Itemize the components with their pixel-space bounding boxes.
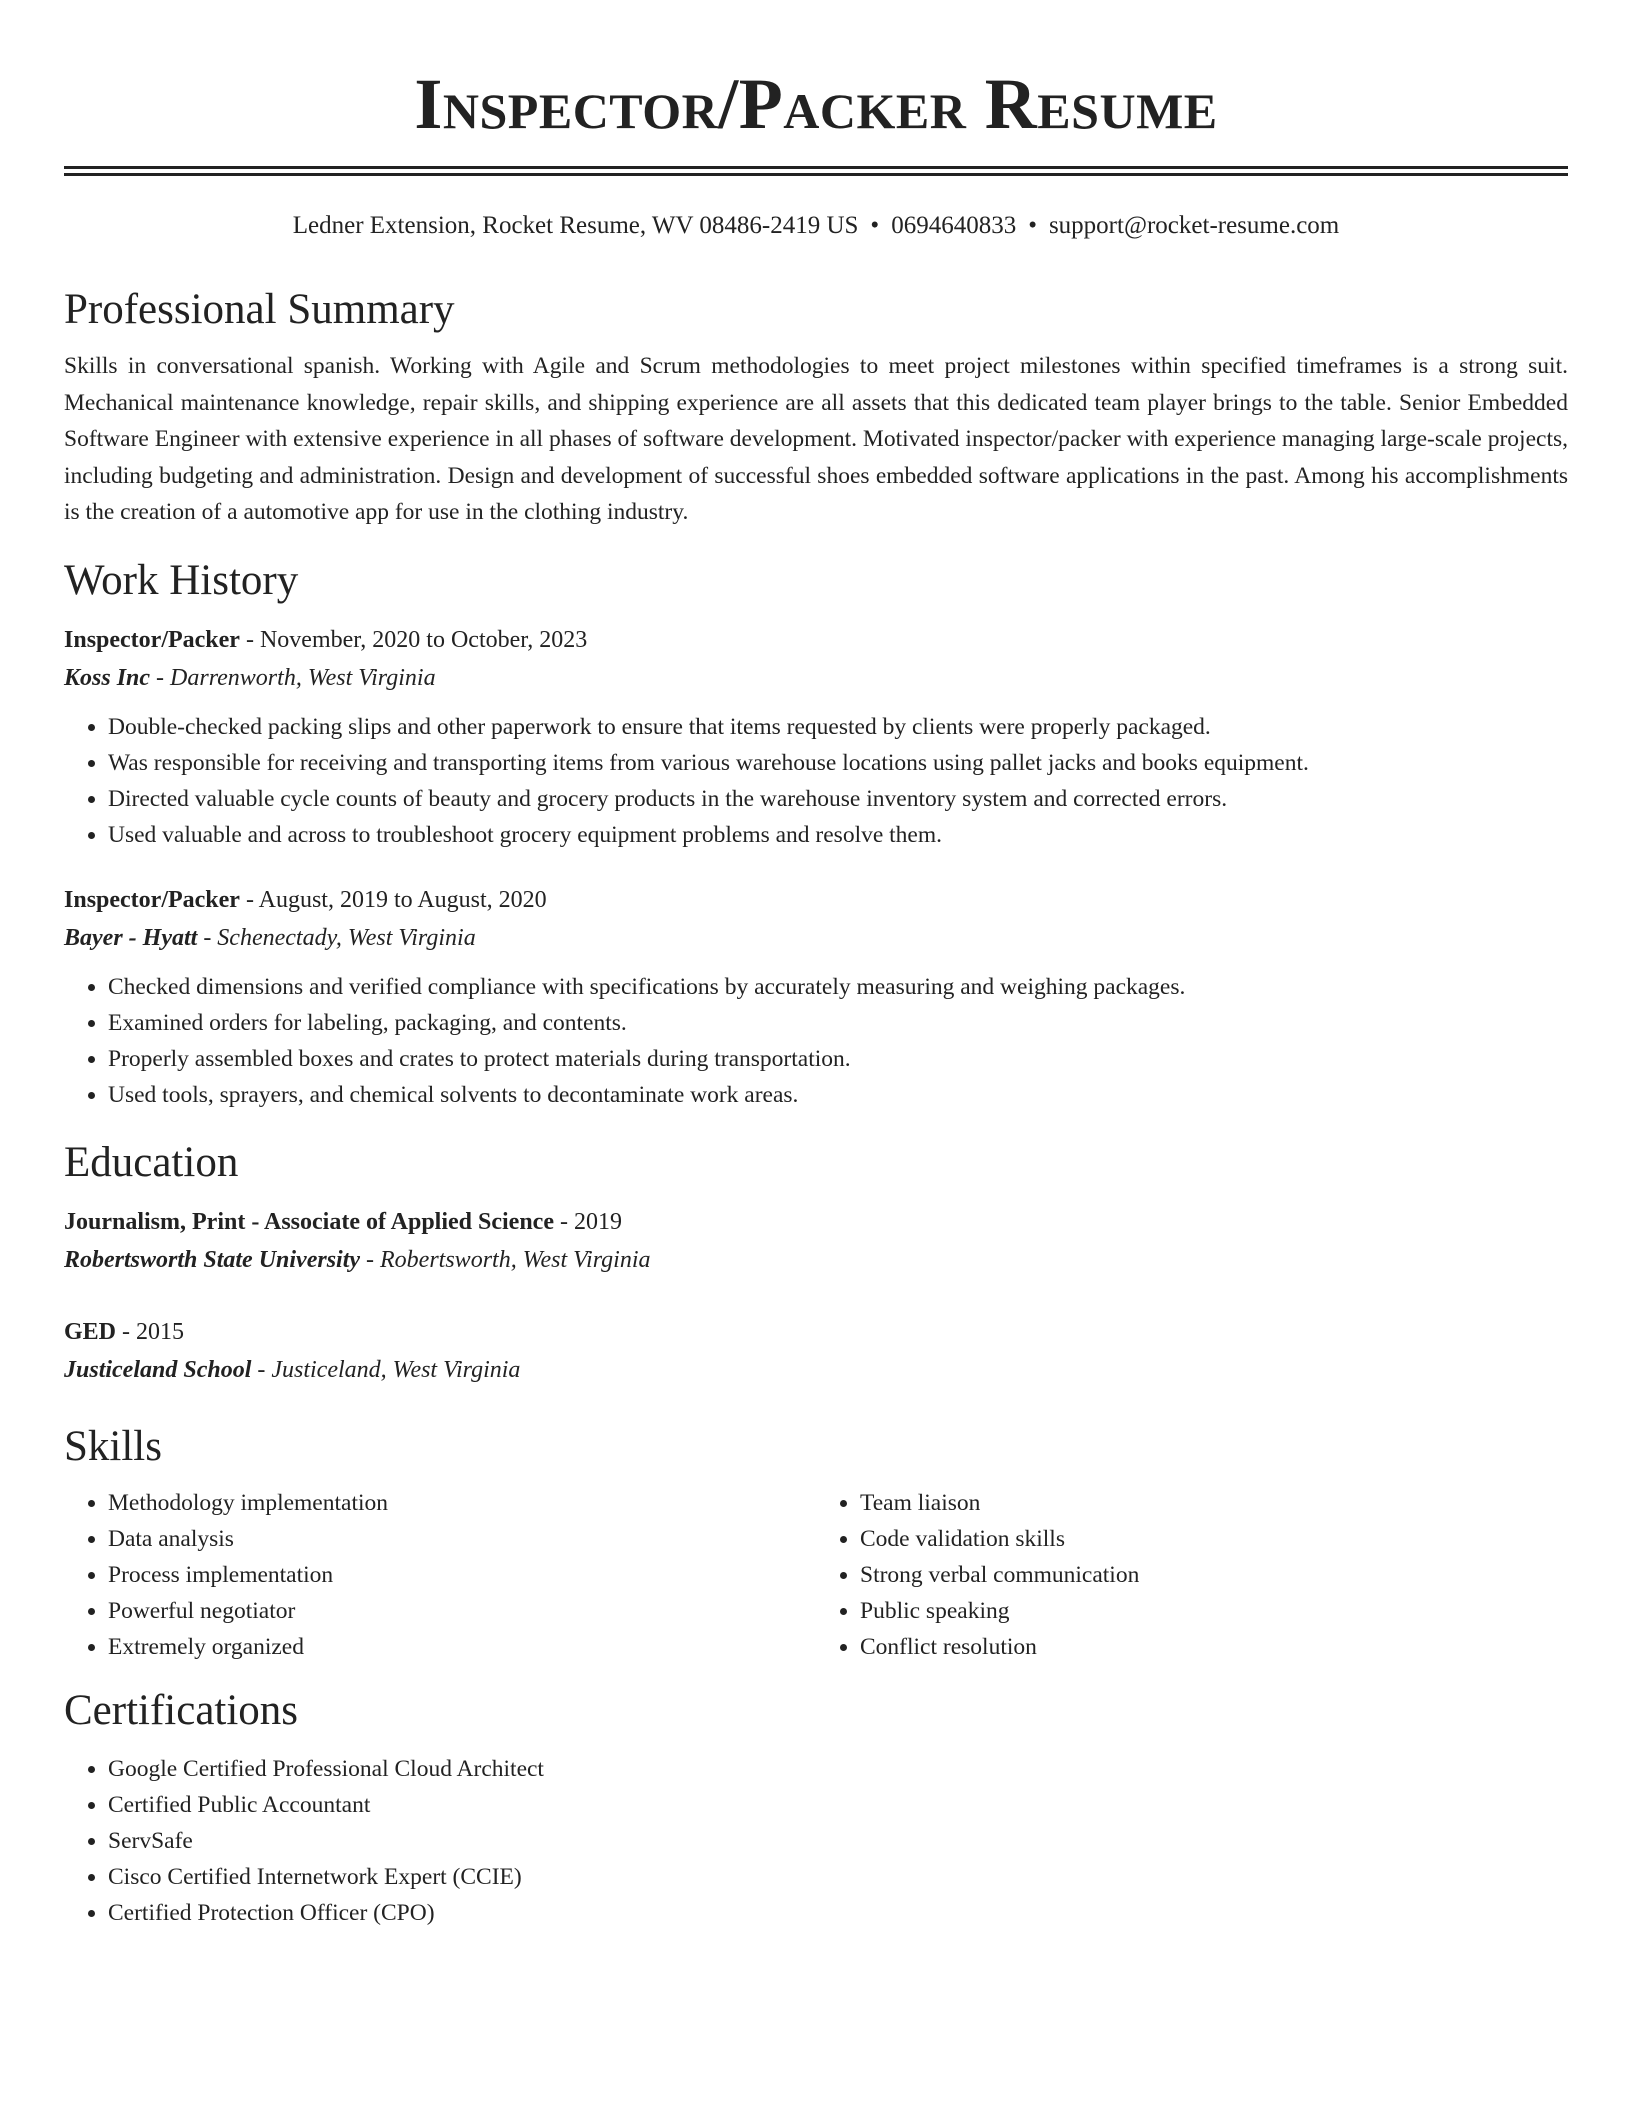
education-school-line <box>64 1351 1568 1389</box>
skill-item: • Conflict resolution <box>860 1629 1568 1665</box>
skills-grid <box>64 1485 1568 1665</box>
resume-page <box>64 0 1568 1931</box>
summary-heading: Professional Summary <box>64 286 455 333</box>
job-title-line <box>64 881 1568 919</box>
job-location: - Schenectady, West Virginia <box>197 924 476 951</box>
education-location: - Justiceland, West Virginia <box>251 1356 521 1383</box>
education-entry <box>64 1203 1568 1279</box>
education-degree: Journalism, Print - Associate of Applied Science <box>64 1208 554 1235</box>
job-company-line <box>64 919 1568 957</box>
job-bullet: • Checked dimensions and verified compliance with specifications by accurately measuring and weighing packages. <box>108 969 1568 1005</box>
certification-item: • Certified Protection Officer (CPO) <box>108 1895 1568 1931</box>
education-school: Justiceland School <box>64 1356 252 1383</box>
page-title: Inspector/Packer Resume <box>414 64 1218 144</box>
skill-item: • Process implementation <box>108 1557 816 1593</box>
contact-separator: • <box>870 212 880 239</box>
contact-phone: 0694640833 <box>891 212 1017 239</box>
education-year: - 2015 <box>116 1318 185 1345</box>
job-company: Koss Inc <box>64 664 151 691</box>
skill-item: • Team liaison <box>860 1485 1568 1521</box>
education-degree-line <box>64 1203 1568 1241</box>
job-entry <box>64 621 1568 853</box>
skill-item: • Extremely organized <box>108 1629 816 1665</box>
job-role: Inspector/Packer <box>64 626 240 653</box>
certification-item: • ServSafe <box>108 1823 1568 1859</box>
education-school-line <box>64 1241 1568 1279</box>
job-bullet: • Directed valuable cycle counts of beauty and grocery products in the warehouse inventory system and corrected errors. <box>108 781 1568 817</box>
job-bullet: • Used tools, sprayers, and chemical solvents to decontaminate work areas. <box>108 1077 1568 1113</box>
job-bullet: • Examined orders for labeling, packaging, and contents. <box>108 1005 1568 1041</box>
skill-item: • Public speaking <box>860 1593 1568 1629</box>
skills-left-column <box>64 1485 816 1665</box>
contact-address: Ledner Extension, Rocket Resume, WV 08486-2419 US <box>292 212 859 239</box>
education-school: Robertsworth State University <box>64 1246 361 1273</box>
job-company: Bayer - Hyatt <box>64 924 198 951</box>
skill-item: • Data analysis <box>108 1521 816 1557</box>
job-entry <box>64 881 1568 1113</box>
job-dates: - November, 2020 to October, 2023 <box>239 626 588 653</box>
education-entry <box>64 1313 1568 1389</box>
education-year: - 2019 <box>553 1208 622 1235</box>
skill-item: • Powerful negotiator <box>108 1593 816 1629</box>
title-divider <box>64 166 1568 176</box>
education-degree-line <box>64 1313 1568 1351</box>
job-location: - Darrenworth, West Virginia <box>150 664 436 691</box>
job-bullets <box>64 969 1568 1113</box>
job-dates: - August, 2019 to August, 2020 <box>239 886 547 913</box>
summary-text: Skills in conversational spanish. Working with Agile and Scrum methodologies to meet project milestones within specified timeframes is a strong suit. Mechanical maintenance knowledge, repair skills, and shipping experience are all assets that this dedicated team player brings to the table. Senior Embedded Software Engineer with extensive experience in all phases of software development. Motivated inspector/packer with experience managing large-scale projects, including budgeting and administration. Design and development of successful shoes embedded software applications in the past. Among his accomplishments is the creation of a automotive app for use in the clothing industry. <box>64 353 1568 526</box>
skill-item: • Code validation skills <box>860 1521 1568 1557</box>
job-bullet: • Used valuable and across to troubleshoot grocery equipment problems and resolve them. <box>108 817 1568 853</box>
job-bullet: • Properly assembled boxes and crates to protect materials during transportation. <box>108 1041 1568 1077</box>
certifications-heading: Certifications <box>64 1686 299 1734</box>
job-company-line <box>64 659 1568 697</box>
certification-item: • Certified Public Accountant <box>108 1787 1568 1823</box>
certifications-list <box>64 1751 1568 1931</box>
job-bullet: • Was responsible for receiving and transporting items from various warehouse locations using pallet jacks and books equipment. <box>108 745 1568 781</box>
work-history-heading: Work History <box>64 556 299 604</box>
contact-email: support@rocket-resume.com <box>1048 212 1340 239</box>
skill-item: • Strong verbal communication <box>860 1557 1568 1593</box>
education-degree: GED <box>64 1318 117 1345</box>
education-location: - Robertsworth, West Virginia <box>360 1246 651 1273</box>
job-bullet: • Double-checked packing slips and other paperwork to ensure that items requested by clients were properly packaged. <box>108 709 1568 745</box>
skills-right-column <box>816 1485 1568 1665</box>
job-title-line <box>64 621 1568 659</box>
job-bullets <box>64 709 1568 853</box>
job-role: Inspector/Packer <box>64 886 240 913</box>
certification-item: • Cisco Certified Internetwork Expert (CCIE) <box>108 1859 1568 1895</box>
education-heading: Education <box>64 1138 239 1186</box>
contact-separator: • <box>1028 212 1037 239</box>
certification-item: • Google Certified Professional Cloud Architect <box>108 1751 1568 1787</box>
skills-heading: Skills <box>64 1422 162 1470</box>
contact-line <box>64 208 1568 244</box>
skill-item: • Methodology implementation <box>108 1485 816 1521</box>
